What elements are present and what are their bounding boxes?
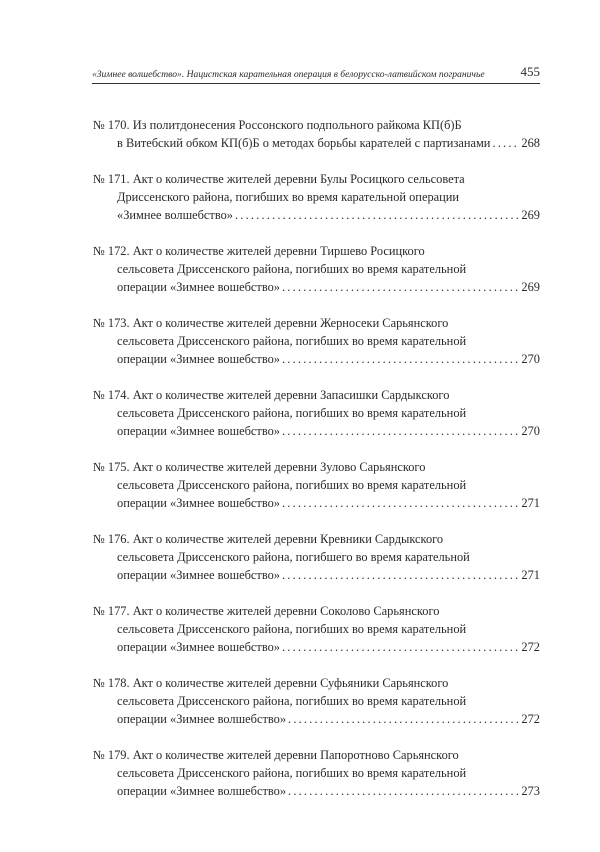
toc-entry-line: сельсовета Дриссенского района, погибших во время карательной: [117, 766, 467, 780]
page-number: 455: [520, 64, 540, 79]
dot-leader: [282, 422, 519, 440]
toc-entry-line: сельсовета Дриссенского района, погибших во время карательной: [117, 334, 467, 348]
toc-page-number: 272: [521, 712, 540, 726]
toc-page-number: 268: [521, 136, 540, 150]
toc-entry-line: операции «Зимнее волшебство»: [117, 784, 287, 798]
toc-entry[interactable]: [93, 746, 540, 800]
toc-page-number: 269: [521, 208, 540, 222]
toc-entry[interactable]: [93, 602, 540, 656]
toc-entry-line: № 174. Акт о количестве жителей деревни Запасишки Сардыкского: [93, 388, 450, 402]
toc-entry-line: операции «Зимнее вошебство»: [117, 568, 280, 582]
toc-entry-line: операции «Зимнее вошебство»: [117, 280, 280, 294]
toc-page-number: 271: [521, 496, 540, 510]
toc-page-number: 270: [521, 424, 540, 438]
toc-entry-line: операции «Зимнее вошебство»: [117, 640, 280, 654]
toc-entry-last-line: [93, 566, 540, 584]
toc-entry-line: операции «Зимнее вошебство»: [117, 424, 280, 438]
toc-entry-line: № 172. Акт о количестве жителей деревни Тиршево Росицкого: [93, 244, 425, 258]
toc-entry-last-line: [93, 206, 540, 224]
dot-leader: [288, 782, 519, 800]
toc-entry-line: № 175. Акт о количестве жителей деревни Зулово Сарьянского: [93, 460, 426, 474]
toc-entry-line: № 171. Акт о количестве жителей деревни Булы Росицкого сельсовета: [93, 172, 465, 186]
toc-entry-last-line: [93, 134, 540, 152]
toc-entry[interactable]: [93, 530, 540, 584]
page-header: [92, 60, 540, 84]
toc-entry[interactable]: [93, 242, 540, 296]
toc-entry-line: сельсовета Дриссенского района, погибших во время карательной: [117, 262, 467, 276]
dot-leader: [282, 350, 519, 368]
toc-entry-line: № 170. Из политдонесения Россонского подпольного райкома КП(б)Б: [93, 118, 462, 132]
toc-entry-line: Дриссенского района, погибших во время карательной операции: [117, 190, 460, 204]
toc-entry-line: № 178. Акт о количестве жителей деревни Суфьяники Сарьянского: [93, 676, 449, 690]
toc-entry-line: в Витебский обком КП(б)Б о методах борьбы карателей с партизанами: [117, 136, 491, 150]
toc-entry-line: № 177. Акт о количестве жителей деревни Соколово Сарьянского: [93, 604, 440, 618]
toc-entry-line: сельсовета Дриссенского района, погибших во время карательной: [117, 478, 467, 492]
toc-page-number: 270: [521, 352, 540, 366]
toc-entry[interactable]: [93, 116, 540, 152]
dot-leader: [288, 710, 519, 728]
dot-leader: [282, 638, 519, 656]
table-of-contents: [93, 116, 540, 818]
toc-page-number: 273: [521, 784, 540, 798]
dot-leader: [492, 134, 519, 152]
toc-entry-last-line: [93, 638, 540, 656]
toc-entry[interactable]: [93, 386, 540, 440]
toc-entry[interactable]: [93, 314, 540, 368]
toc-entry-last-line: [93, 710, 540, 728]
dot-leader: [282, 566, 519, 584]
toc-page-number: 272: [521, 640, 540, 654]
toc-page-number: 271: [521, 568, 540, 582]
toc-entry-line: «Зимнее волшебство»: [117, 208, 233, 222]
dot-leader: [282, 494, 519, 512]
toc-entry-line: сельсовета Дриссенского района, погибших во время карательной: [117, 406, 467, 420]
toc-entry-line: операции «Зимнее вошебство»: [117, 352, 280, 366]
toc-entry-line: сельсовета Дриссенского района, погибших во время карательной: [117, 694, 467, 708]
toc-entry-last-line: [93, 422, 540, 440]
toc-entry-line: сельсовета Дриссенского района, погибшего во время карательной: [117, 550, 470, 564]
toc-entry[interactable]: [93, 458, 540, 512]
toc-entry[interactable]: [93, 170, 540, 224]
toc-entry-line: № 173. Акт о количестве жителей деревни Жерносеки Сарьянского: [93, 316, 449, 330]
toc-entry-last-line: [93, 350, 540, 368]
dot-leader: [282, 278, 519, 296]
toc-entry-last-line: [93, 782, 540, 800]
toc-entry-last-line: [93, 494, 540, 512]
toc-entry-line: № 179. Акт о количестве жителей деревни Папоротново Сарьянского: [93, 748, 459, 762]
toc-page-number: 269: [521, 280, 540, 294]
toc-entry-line: операции «Зимнее вошебство»: [117, 496, 280, 510]
running-title: «Зимнее волшебство». Нацистская карательная операция в белорусско-латвийском пограничье: [92, 69, 485, 80]
toc-entry[interactable]: [93, 674, 540, 728]
toc-entry-line: операции «Зимнее волшебство»: [117, 712, 287, 726]
toc-entry-line: № 176. Акт о количестве жителей деревни Кревники Сардыкского: [93, 532, 444, 546]
toc-entry-line: сельсовета Дриссенского района, погибших во время карательной: [117, 622, 467, 636]
toc-entry-last-line: [93, 278, 540, 296]
dot-leader: [235, 206, 519, 224]
